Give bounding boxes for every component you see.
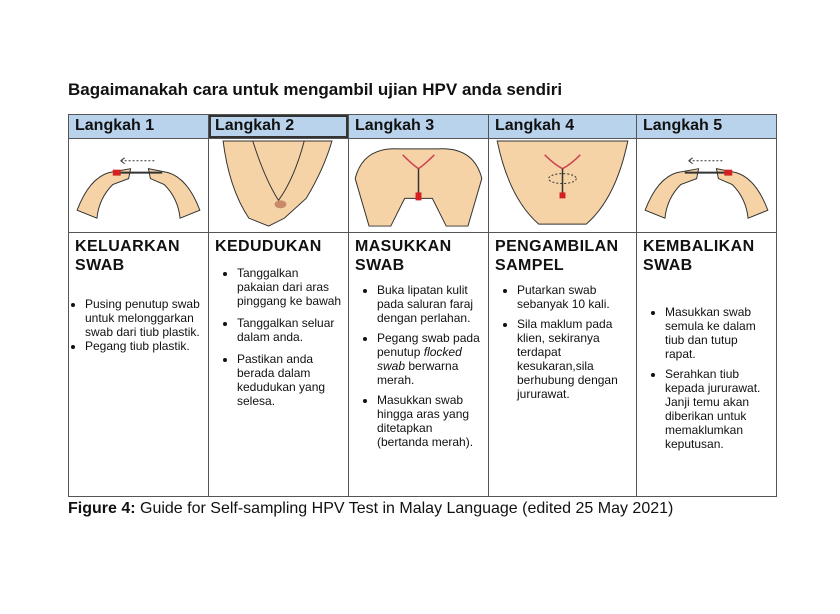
flocked-swab-text: flocked swab	[377, 345, 462, 373]
step-3-bullets	[355, 283, 482, 449]
list-item: • Sila maklum pada klien, sekiranya terdapat kesukaran,sila berhubung dengan jururawat.	[517, 317, 630, 401]
step-2-bullets	[215, 266, 342, 408]
step-2-body	[209, 232, 349, 496]
step-4-body	[489, 232, 637, 496]
list-item: • Masukkan swab hingga aras yang ditetapkan (bertanda merah).	[377, 393, 482, 449]
step-1-illustration	[69, 138, 209, 232]
step-5-illustration	[637, 138, 777, 232]
step-4-title: PENGAMBILAN SAMPEL	[495, 238, 619, 274]
step-2-header: Langkah 2	[209, 114, 349, 138]
figure-caption	[68, 500, 673, 518]
list-item: • Buka lipatan kulit pada saluran faraj dengan perlahan.	[377, 283, 482, 325]
step-3-illustration	[349, 138, 489, 232]
step-4-header: Langkah 4	[489, 114, 637, 138]
step-2-illustration	[209, 138, 349, 232]
list-item: • Putarkan swab sebanyak 10 kali.	[517, 283, 630, 311]
list-item: • Pegang tiub plastik.	[85, 339, 202, 353]
step-1-header: Langkah 1	[69, 114, 209, 138]
list-item: • Pusing penutup swab untuk melonggarkan swab dari tiub plastik.	[85, 297, 202, 339]
step-3-header: Langkah 3	[349, 114, 489, 138]
step-2-title: KEDUDUKAN	[215, 238, 322, 255]
list-item: • Serahkan tiub kepada jururawat. Janji temu akan diberikan untuk memaklumkan keputusan.	[665, 367, 770, 451]
step-5-body	[637, 232, 777, 496]
step-3-title: MASUKKAN SWAB	[355, 238, 452, 274]
page-title: Bagaimanakah cara untuk mengambil ujian HPV anda sendiri	[68, 80, 563, 99]
figure-label: Figure 4:	[68, 500, 136, 517]
seated-position-icon	[209, 139, 348, 232]
list-item-text: Pegang swab pada penutup	[377, 331, 480, 359]
list-item	[377, 331, 482, 387]
step-5-header: Langkah 5	[637, 114, 777, 138]
return-swab-icon	[637, 139, 776, 232]
steps-table	[68, 114, 777, 497]
step-4-bullets	[495, 283, 630, 401]
list-item: • Tanggalkan seluar dalam anda.	[237, 316, 342, 344]
list-item-text: berwarna merah.	[377, 359, 459, 387]
hands-swab-icon	[69, 139, 208, 232]
insert-swab-icon	[349, 139, 488, 232]
list-item: • Pastikan anda berada dalam kedudukan yang selesa.	[237, 352, 342, 408]
step-3-body	[349, 232, 489, 496]
step-5-title: KEMBALIKAN SWAB	[643, 238, 755, 274]
step-4-illustration	[489, 138, 637, 232]
step-1-title: KELUARKAN SWAB	[75, 238, 180, 274]
figure-caption-text: Guide for Self-sampling HPV Test in Malay Language (edited 25 May 2021)	[135, 500, 674, 517]
step-1-bullets	[73, 297, 202, 353]
step-1-body	[69, 232, 209, 496]
step-5-bullets	[643, 305, 770, 451]
rotate-swab-icon	[489, 139, 636, 232]
list-item: • Masukkan swab semula ke dalam tiub dan tutup rapat.	[665, 305, 770, 361]
list-item: • Tanggalkan pakaian dari aras pinggang ke bawah	[237, 266, 342, 308]
